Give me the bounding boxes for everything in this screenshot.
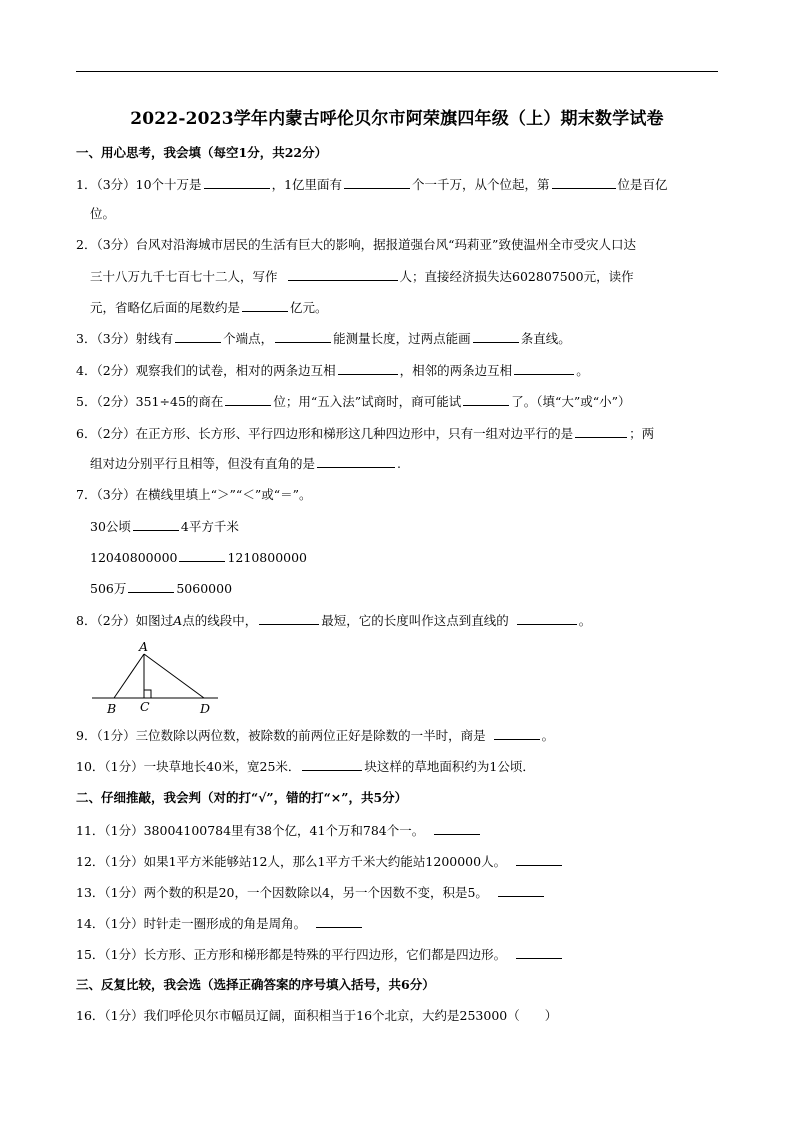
- section-2-heading: 二、仔细推敲，我会判（对的打“√”，错的打“×”，共5分）: [76, 790, 408, 805]
- question-7-row-1: 30公顷 4平方千米: [90, 519, 239, 534]
- answer-blank[interactable]: [344, 176, 410, 189]
- answer-blank[interactable]: [463, 393, 509, 406]
- question-2-cont2: 元，省略亿后面的尾数约是 亿元。: [90, 300, 328, 315]
- answer-blank[interactable]: [516, 946, 562, 959]
- answer-blank[interactable]: [242, 299, 288, 312]
- label-B: B: [107, 701, 117, 716]
- question-13: 13．（1分）两个数的积是20，一个因数除以4，另一个因数不变，积是5。: [76, 884, 546, 901]
- exam-title: 2022-2023学年内蒙古呼伦贝尔市阿荣旗四年级（上）期末数学试卷: [130, 109, 664, 129]
- section-3-heading: 三、反复比较，我会选（选择正确答案的序号填入括号，共6分）: [76, 977, 435, 992]
- answer-blank[interactable]: [473, 330, 519, 343]
- question-16: 16．（1分）我们呼伦贝尔市幅员辽阔，面积相当于16个北京，大约是253000（ ）: [76, 1008, 558, 1023]
- question-4: 4．（2分）观察我们的试卷，相对的两条边互相 ，相邻的两条边互相 。: [76, 363, 589, 378]
- question-3: 3．（3分）射线有 个端点， 能测量长度，过两点能画 条直线。: [76, 331, 571, 346]
- answer-blank[interactable]: [434, 822, 480, 835]
- answer-blank[interactable]: [552, 176, 616, 189]
- answer-blank[interactable]: [175, 330, 221, 343]
- label-A: A: [139, 639, 149, 654]
- answer-blank[interactable]: [275, 330, 331, 343]
- answer-blank[interactable]: [179, 549, 225, 562]
- header-rule: [76, 71, 718, 72]
- answer-blank[interactable]: [517, 612, 577, 625]
- answer-blank[interactable]: [514, 362, 574, 375]
- answer-blank[interactable]: [575, 425, 627, 438]
- question-12: 12．（1分）如果1平方米能够站12人，那么1平方千米大约能站1200000人。: [76, 853, 564, 870]
- question-5: 5．（2分）351÷45的商在 位；用“五入法”试商时，商可能试 了。（填“大”或“小”）: [76, 394, 631, 409]
- question-7-row-2: 12040800000 1210800000: [90, 550, 308, 565]
- answer-blank[interactable]: [516, 853, 562, 866]
- segment-AD: [144, 654, 204, 698]
- question-15: 15．（1分）长方形、正方形和梯形都是特殊的平行四边形，它们都是四边形。: [76, 946, 564, 963]
- answer-blank[interactable]: [128, 580, 174, 593]
- question-9: 9．（1分）三位数除以两位数，被除数的前两位正好是除数的一半时，商是 。: [76, 728, 555, 743]
- question-7: 7．（3分）在横线里填上“＞”“＜”或“＝”。: [76, 487, 312, 502]
- question-11: 11．（1分）38004100784里有38个亿，41个万和784个一。: [76, 822, 482, 839]
- label-D: D: [200, 701, 211, 716]
- question-1: 1．（3分）10个十万是 ，1亿里面有 个一千万，从个位起，第 位是百亿: [76, 177, 668, 192]
- right-angle-mark: [144, 690, 151, 698]
- answer-blank[interactable]: [259, 612, 319, 625]
- segment-AB: [114, 654, 144, 698]
- question-6-cont: 组对边分别平行且相等，但没有直角的是 .: [90, 456, 401, 471]
- question-8: 8．（2分）如图过A点的线段中， 最短，它的长度叫作这点到直线的 。: [76, 613, 592, 628]
- label-C: C: [140, 699, 150, 714]
- question-10: 10．（1分）一块草地长40米，宽25米． 块这样的草地面积约为1公顷．: [76, 759, 535, 774]
- answer-blank[interactable]: [494, 727, 540, 740]
- answer-blank[interactable]: [316, 915, 362, 928]
- question-1-cont: 位。: [90, 206, 116, 221]
- answer-blank[interactable]: [302, 758, 362, 771]
- question-2: 2．（3分）台风对沿海城市居民的生活有巨大的影响，据报道强台风“玛莉亚”致使温州全市受灾人口达: [76, 237, 636, 252]
- answer-blank[interactable]: [498, 884, 544, 897]
- answer-blank[interactable]: [338, 362, 398, 375]
- answer-blank[interactable]: [204, 176, 270, 189]
- question-14: 14．（1分）时针走一圈形成的角是周角。: [76, 915, 364, 932]
- question-2-cont: 三十八万九千七百七十二人，写作 人；直接经济损失达602807500元，读作: [90, 269, 634, 284]
- answer-blank[interactable]: [133, 518, 179, 531]
- answer-blank[interactable]: [288, 268, 398, 281]
- question-7-row-3: 506万 5060000: [90, 581, 233, 596]
- answer-blank[interactable]: [225, 393, 271, 406]
- question-6: 6．（2分）在正方形、长方形、平行四边形和梯形这几种四边形中，只有一组对边平行的是 ；两: [76, 426, 655, 441]
- triangle-figure: [88, 638, 228, 720]
- answer-blank[interactable]: [317, 455, 395, 468]
- perpendicular-diagram: [88, 638, 228, 720]
- section-1-heading: 一、用心思考，我会填（每空1分，共22分）: [76, 145, 328, 160]
